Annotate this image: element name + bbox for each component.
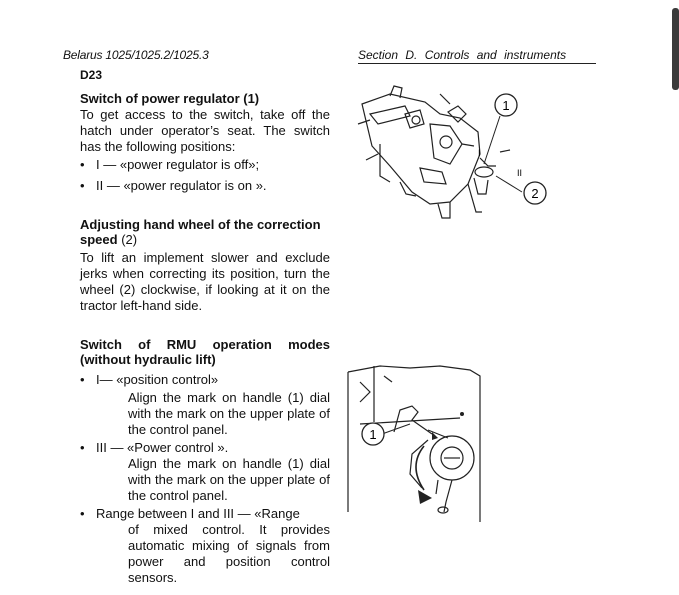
rmu-item-2-detail: Align the mark on handle (1) dial with the mark on the upper plate of the control panel.: [128, 456, 330, 503]
hand-wheel-title-text: Adjusting hand wheel of the correction speed: [80, 217, 321, 247]
power-switch-item-1: • I — «power regulator is off»;: [80, 157, 260, 172]
rmu-switch-figure: [340, 362, 490, 527]
rmu-item-3-label: Range between I and III — «Range: [96, 506, 300, 521]
rmu-item-2-label: III — «Power control ».: [96, 440, 229, 455]
power-switch-item-2-text: II — «power regulator is on ».: [96, 178, 267, 193]
hand-wheel-body: To lift an implement slower and exclude jerks when correcting its position, turn the wheel (2) clockwise, if looking at it on the tractor left-hand side.: [80, 250, 330, 313]
scrollbar[interactable]: [672, 8, 679, 90]
power-switch-title: Switch of power regulator (1): [80, 91, 260, 106]
position-i-label: I: [478, 148, 481, 158]
page-code: D23: [80, 68, 103, 82]
power-switch-body: To get access to the switch, take off the hatch under operator’s seat. The switch has the following positions:: [80, 107, 330, 154]
rmu-item-1-label: I— «position control»: [96, 372, 219, 387]
rmu-item-3-detail: of mixed control. It provides automatic mixing of signals from power and position control sensors.: [128, 522, 330, 585]
hand-wheel-title-suffix: (2): [121, 232, 138, 247]
header-model: Belarus 1025/1025.2/1025.3: [63, 48, 209, 62]
callout-1-label-bottom: 1: [369, 427, 377, 442]
power-switch-item-2: • II — «power regulator is on ».: [80, 178, 267, 193]
position-ii-label: II: [517, 168, 523, 178]
hand-wheel-title: [80, 217, 332, 247]
callout-1-label-top: 1: [502, 98, 510, 113]
rmu-item-1: • I— «position control»: [80, 372, 219, 387]
power-switch-item-1-text: I — «power regulator is off»;: [96, 157, 260, 172]
rmu-item-1-detail: Align the mark on handle (1) dial with the mark on the upper plate of the control panel.: [128, 390, 330, 437]
rmu-item-2: • III — «Power control ».: [80, 440, 229, 455]
header-section: Section D. Controls and instruments: [358, 48, 596, 64]
rmu-switch-title: Switch of RMU operation modes (without hydraulic lift): [80, 337, 330, 367]
callout-2-label: 2: [531, 186, 539, 201]
rmu-item-3: • Range between I and III — «Range: [80, 506, 300, 521]
power-regulator-figure: [350, 84, 560, 234]
